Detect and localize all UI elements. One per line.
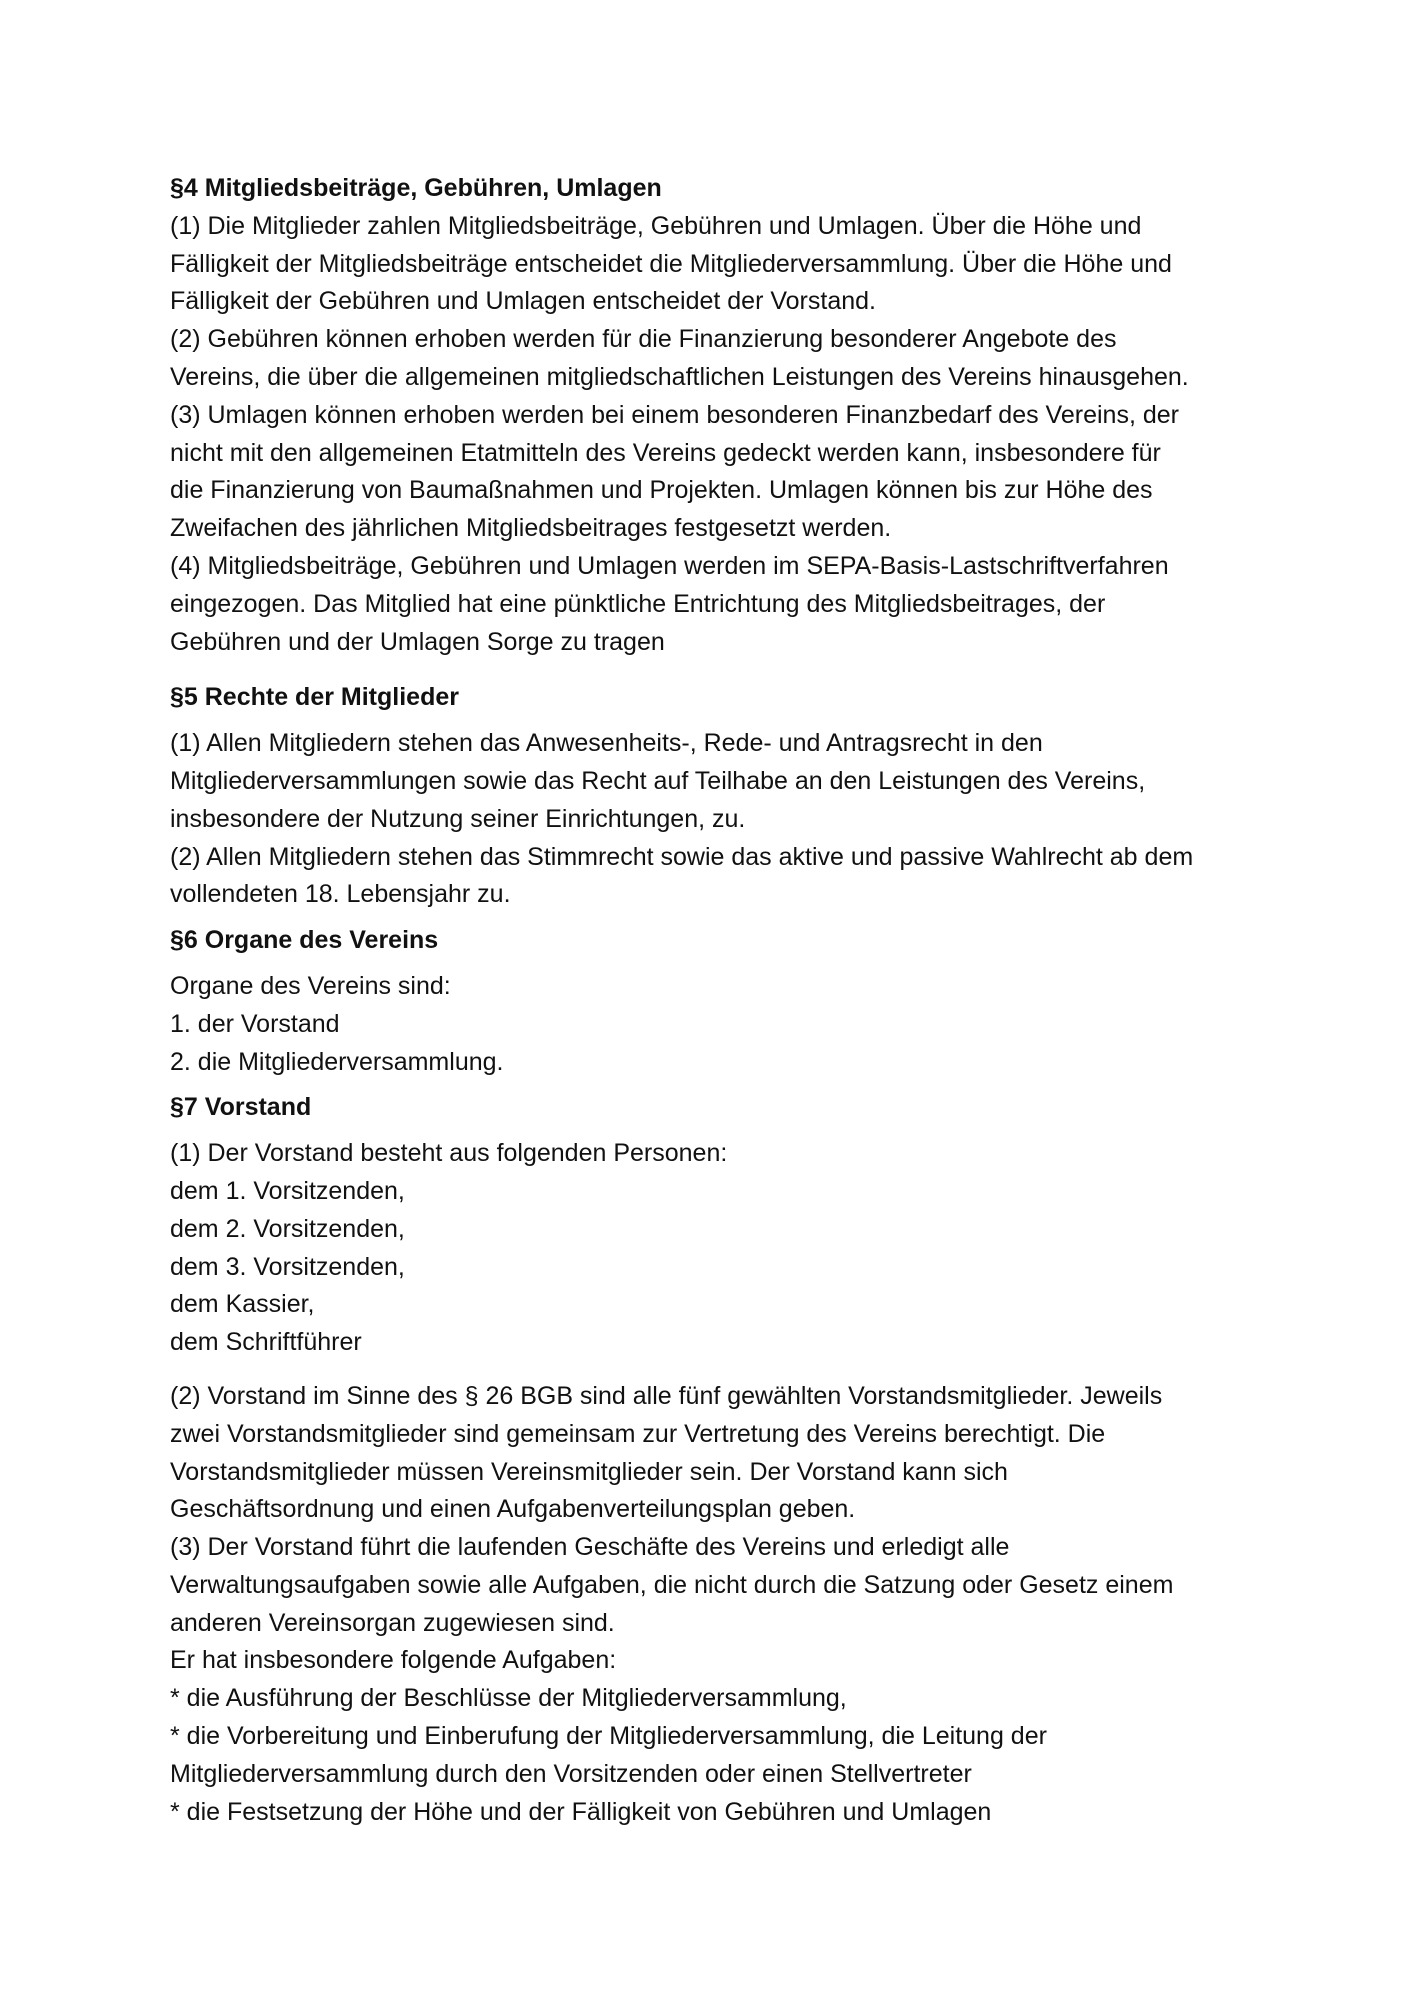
text-line: Geschäftsordnung und einen Aufgabenverteilungsplan geben.: [170, 1495, 856, 1524]
spacer: [170, 1127, 1260, 1135]
text-line: (4) Mitgliedsbeiträge, Gebühren und Umlagen werden im SEPA-Basis-Lastschriftverfahren: [170, 551, 1169, 580]
text-line: Mitgliederversammlungen sowie das Recht auf Teilhabe an den Leistungen des Vereins,: [170, 766, 1146, 795]
list-item: dem 1. Vorsitzenden,: [170, 1176, 405, 1205]
bullet-item: * die Ausführung der Beschlüsse der Mitgliederversammlung,: [170, 1684, 847, 1713]
spacer: [170, 1081, 1260, 1089]
text-line: Verwaltungsaufgaben sowie alle Aufgaben, die nicht durch die Satzung oder Gesetz einem: [170, 1570, 1174, 1599]
list-item: dem Schriftführer: [170, 1328, 362, 1357]
text-line: insbesondere der Nutzung seiner Einrichtungen, zu.: [170, 804, 746, 833]
text-line: 1. der Vorstand: [170, 1009, 340, 1038]
text-line: (1) Die Mitglieder zahlen Mitgliedsbeiträge, Gebühren und Umlagen. Über die Höhe und: [170, 211, 1142, 240]
section-7-heading: §7 Vorstand: [170, 1093, 312, 1122]
text-line: eingezogen. Das Mitglied hat eine pünktliche Entrichtung des Mitgliedsbeitrages, der: [170, 589, 1106, 618]
list-item: dem Kassier,: [170, 1290, 315, 1319]
bullet-item: * die Vorbereitung und Einberufung der Mitgliederversammlung, die Leitung der: [170, 1722, 1047, 1751]
section-6-heading: §6 Organe des Vereins: [170, 926, 439, 955]
spacer: [170, 1362, 1260, 1378]
text-line: nicht mit den allgemeinen Etatmitteln des Vereins gedeckt werden kann, insbesondere für: [170, 438, 1161, 467]
text-line: Vereins, die über die allgemeinen mitgliedschaftlichen Leistungen des Vereins hinausgehen.: [170, 362, 1189, 391]
section-6: [170, 922, 1260, 1081]
bullet-item: * die Festsetzung der Höhe und der Fälligkeit von Gebühren und Umlagen: [170, 1797, 992, 1826]
section-4-heading: §4 Mitgliedsbeiträge, Gebühren, Umlagen: [170, 174, 662, 202]
text-line: Zweifachen des jährlichen Mitgliedsbeitrages festgesetzt werden.: [170, 514, 892, 543]
text-line: Fälligkeit der Gebühren und Umlagen entscheidet der Vorstand.: [170, 287, 876, 316]
text-line: Mitgliederversammlung durch den Vorsitzenden oder einen Stellvertreter: [170, 1759, 972, 1788]
text-line: (2) Vorstand im Sinne des § 26 BGB sind alle fünf gewählten Vorstandsmitglieder. Jeweils: [170, 1381, 1163, 1410]
text-line: (3) Der Vorstand führt die laufenden Geschäfte des Vereins und erledigt alle: [170, 1533, 1010, 1562]
spacer: [170, 661, 1260, 679]
text-line: (1) Der Vorstand besteht aus folgenden Personen:: [170, 1139, 728, 1168]
text-line: (2) Gebühren können erhoben werden für die Finanzierung besonderer Angebote des: [170, 325, 1117, 354]
section-7-members-list: [170, 1135, 1260, 1362]
text-line: (2) Allen Mitgliedern stehen das Stimmrecht sowie das aktive und passive Wahlrecht ab dem: [170, 842, 1194, 871]
text-line: Gebühren und der Umlagen Sorge zu tragen: [170, 627, 665, 656]
section-7: [170, 1089, 1260, 1831]
spacer: [170, 960, 1260, 968]
text-line: Vorstandsmitglieder müssen Vereinsmitglieder sein. Der Vorstand kann sich: [170, 1457, 1008, 1486]
section-6-body: [170, 968, 1260, 1081]
text-line: zwei Vorstandsmitglieder sind gemeinsam zur Vertretung des Vereins berechtigt. Die: [170, 1419, 1106, 1448]
text-line: (3) Umlagen können erhoben werden bei einem besonderen Finanzbedarf des Vereins, der: [170, 400, 1179, 429]
spacer: [170, 914, 1260, 922]
list-item: dem 3. Vorsitzenden,: [170, 1252, 405, 1281]
text-line: (1) Allen Mitgliedern stehen das Anwesenheits-, Rede- und Antragsrecht in den: [170, 729, 1043, 758]
text-line: Organe des Vereins sind:: [170, 971, 451, 1000]
text-line: die Finanzierung von Baumaßnahmen und Projekten. Umlagen können bis zur Höhe des: [170, 476, 1153, 505]
section-5: [170, 679, 1260, 914]
document-page: [170, 170, 1260, 1831]
section-4-body: [170, 208, 1260, 662]
text-line: Fälligkeit der Mitgliedsbeiträge entscheidet die Mitgliederversammlung. Über die Höhe und: [170, 249, 1172, 278]
section-5-body: [170, 725, 1260, 914]
text-line: vollendeten 18. Lebensjahr zu.: [170, 880, 511, 909]
text-line: 2. die Mitgliederversammlung.: [170, 1047, 504, 1076]
spacer: [170, 717, 1260, 725]
text-line: Er hat insbesondere folgende Aufgaben:: [170, 1646, 617, 1675]
list-item: dem 2. Vorsitzenden,: [170, 1214, 405, 1243]
section-4: [170, 170, 1260, 661]
section-5-heading: §5 Rechte der Mitglieder: [170, 683, 459, 712]
section-7-body: [170, 1378, 1260, 1832]
text-line: anderen Vereinsorgan zugewiesen sind.: [170, 1608, 615, 1637]
